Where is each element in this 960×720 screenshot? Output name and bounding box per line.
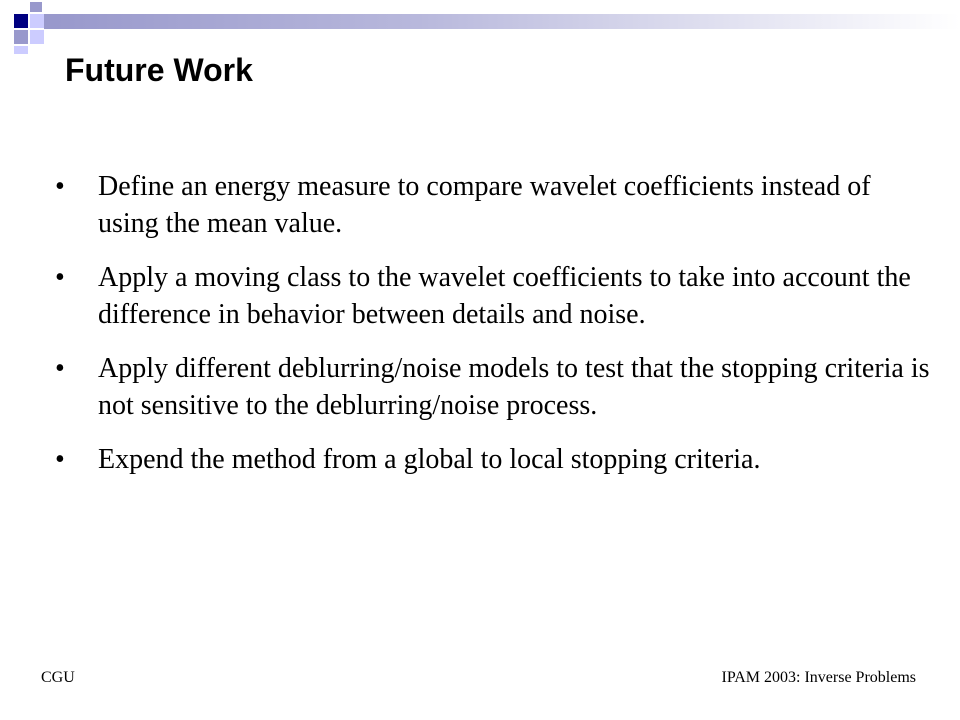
footer-left-text: CGU bbox=[41, 669, 75, 686]
bullet-item-deblurring-models bbox=[50, 350, 930, 424]
bullet-text: Expend the method from a global to local stopping criteria. bbox=[98, 444, 761, 475]
corner-square-light-2 bbox=[30, 30, 44, 44]
footer-right-text: IPAM 2003: Inverse Problems bbox=[721, 669, 916, 686]
bullet-text: Apply different deblurring/noise models to test that the stopping criteria is not sensitive to the deblurring/noise process. bbox=[98, 353, 930, 421]
slide-title: Future Work bbox=[65, 52, 253, 88]
bullet-item-local-criteria bbox=[50, 441, 930, 478]
corner-square-mid-1 bbox=[14, 30, 28, 44]
bullet-marker: • bbox=[55, 444, 65, 475]
header-gradient-bar bbox=[56, 14, 960, 29]
bullet-text: Apply a moving class to the wavelet coefficients to take into account the difference in behavior between details and noise. bbox=[98, 262, 911, 330]
corner-square-mid-3 bbox=[44, 14, 56, 29]
bullet-marker: • bbox=[55, 171, 65, 202]
bullet-marker: • bbox=[55, 262, 65, 293]
bullet-list bbox=[50, 168, 930, 495]
bullet-text: Define an energy measure to compare wavelet coefficients instead of using the mean value. bbox=[98, 171, 871, 239]
corner-square-light-3 bbox=[14, 46, 28, 54]
corner-square-mid-2 bbox=[30, 2, 42, 12]
corner-square-light-1 bbox=[30, 14, 44, 28]
bullet-item-energy-measure bbox=[50, 168, 930, 242]
corner-square-dark bbox=[14, 14, 28, 28]
bullet-item-moving-class bbox=[50, 259, 930, 333]
bullet-marker: • bbox=[55, 353, 65, 384]
